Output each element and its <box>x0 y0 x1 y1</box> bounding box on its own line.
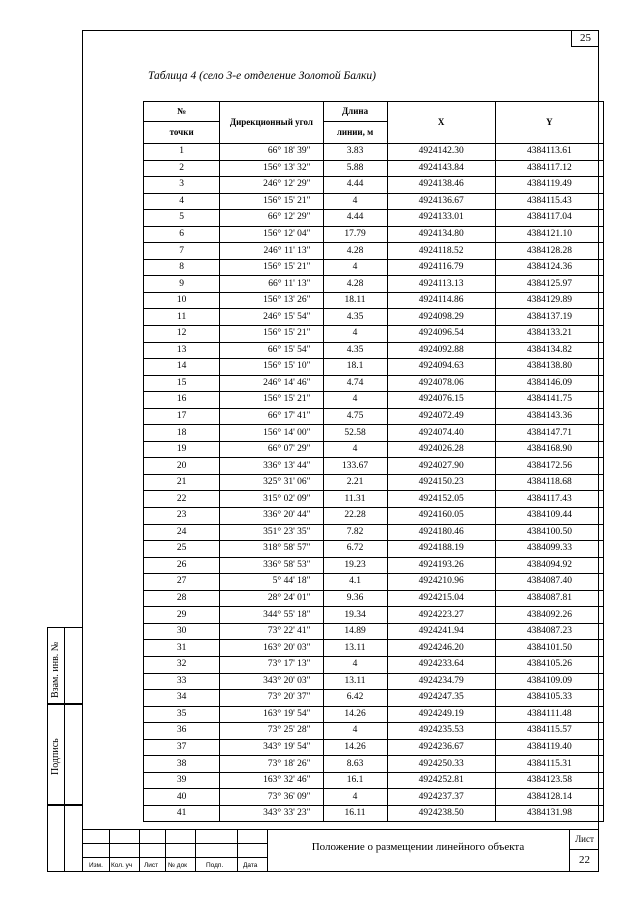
point-number: 7 <box>144 243 220 260</box>
x-coordinate: 4924072.49 <box>387 408 495 425</box>
direction-angle: 156° 12' 04" <box>220 226 323 243</box>
point-number: 19 <box>144 441 220 458</box>
table-row <box>144 392 604 409</box>
y-coordinate: 4384092.26 <box>495 607 603 624</box>
line-length: 14.26 <box>323 739 387 756</box>
y-coordinate: 4384123.58 <box>495 772 603 789</box>
point-number: 10 <box>144 292 220 309</box>
table-row <box>144 160 604 177</box>
point-number: 13 <box>144 342 220 359</box>
table-row <box>144 243 604 260</box>
point-number: 20 <box>144 458 220 475</box>
x-coordinate: 4924078.06 <box>387 375 495 392</box>
table-row <box>144 259 604 276</box>
table-row <box>144 210 604 227</box>
point-number: 39 <box>144 772 220 789</box>
y-coordinate: 4384128.14 <box>495 789 603 806</box>
y-coordinate: 4384172.56 <box>495 458 603 475</box>
line-length: 17.79 <box>323 226 387 243</box>
x-coordinate: 4924026.28 <box>387 441 495 458</box>
y-coordinate: 4384087.40 <box>495 574 603 591</box>
y-coordinate: 4384141.75 <box>495 392 603 409</box>
point-number: 25 <box>144 541 220 558</box>
point-number: 15 <box>144 375 220 392</box>
x-coordinate: 4924180.46 <box>387 524 495 541</box>
y-coordinate: 4384131.98 <box>495 805 603 822</box>
podpis-label: Подпись <box>50 738 61 775</box>
y-coordinate: 4384117.04 <box>495 210 603 227</box>
x-coordinate: 4924247.35 <box>387 690 495 707</box>
direction-angle: 66° 12' 29" <box>220 210 323 227</box>
line-length: 4.35 <box>323 342 387 359</box>
x-coordinate: 4924098.29 <box>387 309 495 326</box>
y-coordinate: 4384133.21 <box>495 326 603 343</box>
y-coordinate: 4384121.10 <box>495 226 603 243</box>
table-row <box>144 607 604 624</box>
table-row <box>144 756 604 773</box>
header-num: № <box>144 102 220 122</box>
direction-angle: 156° 15' 10" <box>220 359 323 376</box>
point-number: 31 <box>144 640 220 657</box>
line-length: 16.1 <box>323 772 387 789</box>
table-row <box>144 524 604 541</box>
x-coordinate: 4924234.79 <box>387 673 495 690</box>
point-number: 28 <box>144 590 220 607</box>
side-stamp-vzam <box>47 627 83 704</box>
col-list: Лист <box>144 862 159 869</box>
table-row <box>144 623 604 640</box>
x-coordinate: 4924236.67 <box>387 739 495 756</box>
table-row <box>144 144 604 161</box>
point-number: 12 <box>144 326 220 343</box>
direction-angle: 73° 18' 26" <box>220 756 323 773</box>
x-coordinate: 4924223.27 <box>387 607 495 624</box>
table-row <box>144 425 604 442</box>
y-coordinate: 4384137.19 <box>495 309 603 326</box>
point-number: 17 <box>144 408 220 425</box>
y-coordinate: 4384113.61 <box>495 144 603 161</box>
point-number: 27 <box>144 574 220 591</box>
top-page-number: 25 <box>571 30 599 47</box>
table-row <box>144 309 604 326</box>
direction-angle: 66° 07' 29" <box>220 441 323 458</box>
point-number: 36 <box>144 723 220 740</box>
table-row <box>144 474 604 491</box>
table-row <box>144 772 604 789</box>
line-length: 8.63 <box>323 756 387 773</box>
table-row <box>144 508 604 525</box>
x-coordinate: 4924114.86 <box>387 292 495 309</box>
x-coordinate: 4924113.13 <box>387 276 495 293</box>
line-length: 4 <box>323 723 387 740</box>
header-num-sub: точки <box>144 122 220 144</box>
table-row <box>144 491 604 508</box>
line-length: 11.31 <box>323 491 387 508</box>
direction-angle: 246° 11' 13" <box>220 243 323 260</box>
direction-angle: 66° 17' 41" <box>220 408 323 425</box>
table-row <box>144 574 604 591</box>
point-number: 3 <box>144 177 220 194</box>
x-coordinate: 4924142.30 <box>387 144 495 161</box>
table-row <box>144 789 604 806</box>
line-length: 4.35 <box>323 309 387 326</box>
col-podp: Подп. <box>206 862 224 869</box>
x-coordinate: 4924252.81 <box>387 772 495 789</box>
header-angle: Дирекционный угол <box>220 102 323 144</box>
table-row <box>144 557 604 574</box>
point-number: 38 <box>144 756 220 773</box>
y-coordinate: 4384147.71 <box>495 425 603 442</box>
direction-angle: 73° 17' 13" <box>220 656 323 673</box>
x-coordinate: 4924160.05 <box>387 508 495 525</box>
table-row <box>144 690 604 707</box>
direction-angle: 344° 55' 18" <box>220 607 323 624</box>
y-coordinate: 4384119.49 <box>495 177 603 194</box>
y-coordinate: 4384134.82 <box>495 342 603 359</box>
direction-angle: 336° 20' 44" <box>220 508 323 525</box>
direction-angle: 246° 12' 29" <box>220 177 323 194</box>
line-length: 4 <box>323 392 387 409</box>
y-coordinate: 4384118.68 <box>495 474 603 491</box>
x-coordinate: 4924235.53 <box>387 723 495 740</box>
header-length-sub: линии, м <box>323 122 387 144</box>
x-coordinate: 4924246.20 <box>387 640 495 657</box>
x-coordinate: 4924241.94 <box>387 623 495 640</box>
point-number: 23 <box>144 508 220 525</box>
table-row <box>144 276 604 293</box>
direction-angle: 73° 25' 28" <box>220 723 323 740</box>
x-coordinate: 4924094.63 <box>387 359 495 376</box>
y-coordinate: 4384119.40 <box>495 739 603 756</box>
direction-angle: 156° 15' 21" <box>220 259 323 276</box>
x-coordinate: 4924092.88 <box>387 342 495 359</box>
col-ndok: № док <box>168 862 188 869</box>
point-number: 24 <box>144 524 220 541</box>
x-coordinate: 4924250.33 <box>387 756 495 773</box>
direction-angle: 156° 13' 26" <box>220 292 323 309</box>
y-coordinate: 4384101.50 <box>495 640 603 657</box>
point-number: 18 <box>144 425 220 442</box>
x-coordinate: 4924143.84 <box>387 160 495 177</box>
point-number: 16 <box>144 392 220 409</box>
line-length: 52.58 <box>323 425 387 442</box>
direction-angle: 163° 32' 46" <box>220 772 323 789</box>
line-length: 7.82 <box>323 524 387 541</box>
point-number: 4 <box>144 193 220 210</box>
table-row <box>144 375 604 392</box>
direction-angle: 156° 13' 32" <box>220 160 323 177</box>
line-length: 14.89 <box>323 623 387 640</box>
header-length: Длина <box>323 102 387 122</box>
point-number: 22 <box>144 491 220 508</box>
header-x: X <box>387 102 495 144</box>
table-row <box>144 656 604 673</box>
col-koluch: Кол. уч <box>111 862 133 869</box>
x-coordinate: 4924116.79 <box>387 259 495 276</box>
x-coordinate: 4924134.80 <box>387 226 495 243</box>
col-data: Дата <box>243 862 258 869</box>
direction-angle: 246° 15' 54" <box>220 309 323 326</box>
direction-angle: 163° 20' 03" <box>220 640 323 657</box>
table-row <box>144 590 604 607</box>
point-number: 11 <box>144 309 220 326</box>
point-number: 30 <box>144 623 220 640</box>
x-coordinate: 4924152.05 <box>387 491 495 508</box>
direction-angle: 66° 15' 54" <box>220 342 323 359</box>
line-length: 133.67 <box>323 458 387 475</box>
y-coordinate: 4384143.36 <box>495 408 603 425</box>
table-row <box>144 723 604 740</box>
y-coordinate: 4384124.36 <box>495 259 603 276</box>
col-izm: Изм. <box>89 862 103 869</box>
x-coordinate: 4924076.15 <box>387 392 495 409</box>
point-number: 6 <box>144 226 220 243</box>
y-coordinate: 4384146.09 <box>495 375 603 392</box>
line-length: 4.44 <box>323 210 387 227</box>
point-number: 14 <box>144 359 220 376</box>
direction-angle: 246° 14' 46" <box>220 375 323 392</box>
line-length: 18.1 <box>323 359 387 376</box>
coordinates-table <box>143 101 604 822</box>
line-length: 4.44 <box>323 177 387 194</box>
y-coordinate: 4384109.09 <box>495 673 603 690</box>
line-length: 6.42 <box>323 690 387 707</box>
table-row <box>144 193 604 210</box>
vzam-label: Взам. инв. № <box>50 641 61 698</box>
line-length: 2.21 <box>323 474 387 491</box>
line-length: 4.74 <box>323 375 387 392</box>
direction-angle: 343° 20' 03" <box>220 673 323 690</box>
line-length: 9.36 <box>323 590 387 607</box>
y-coordinate: 4384087.23 <box>495 623 603 640</box>
x-coordinate: 4924193.26 <box>387 557 495 574</box>
y-coordinate: 4384105.26 <box>495 656 603 673</box>
title-block <box>82 829 599 872</box>
direction-angle: 343° 19' 54" <box>220 739 323 756</box>
line-length: 4.28 <box>323 243 387 260</box>
x-coordinate: 4924136.67 <box>387 193 495 210</box>
y-coordinate: 4384109.44 <box>495 508 603 525</box>
line-length: 4.28 <box>323 276 387 293</box>
y-coordinate: 4384128.28 <box>495 243 603 260</box>
line-length: 4 <box>323 656 387 673</box>
table-row <box>144 805 604 822</box>
direction-angle: 315° 02' 09" <box>220 491 323 508</box>
point-number: 29 <box>144 607 220 624</box>
point-number: 34 <box>144 690 220 707</box>
direction-angle: 73° 36' 09" <box>220 789 323 806</box>
x-coordinate: 4924237.37 <box>387 789 495 806</box>
y-coordinate: 4384099.33 <box>495 541 603 558</box>
point-number: 26 <box>144 557 220 574</box>
direction-angle: 163° 19' 54" <box>220 706 323 723</box>
direction-angle: 325° 31' 06" <box>220 474 323 491</box>
side-stamp-empty <box>47 805 83 872</box>
x-coordinate: 4924118.52 <box>387 243 495 260</box>
x-coordinate: 4924150.23 <box>387 474 495 491</box>
line-length: 13.11 <box>323 673 387 690</box>
y-coordinate: 4384125.97 <box>495 276 603 293</box>
y-coordinate: 4384168.90 <box>495 441 603 458</box>
document-title: Положение о размещении линейного объекта <box>311 841 525 853</box>
point-number: 5 <box>144 210 220 227</box>
x-coordinate: 4924133.01 <box>387 210 495 227</box>
point-number: 37 <box>144 739 220 756</box>
direction-angle: 156° 15' 21" <box>220 392 323 409</box>
table-row <box>144 541 604 558</box>
line-length: 19.23 <box>323 557 387 574</box>
y-coordinate: 4384115.31 <box>495 756 603 773</box>
line-length: 19.34 <box>323 607 387 624</box>
line-length: 4.1 <box>323 574 387 591</box>
point-number: 8 <box>144 259 220 276</box>
table-row <box>144 640 604 657</box>
x-coordinate: 4924027.90 <box>387 458 495 475</box>
y-coordinate: 4384115.43 <box>495 193 603 210</box>
x-coordinate: 4924233.64 <box>387 656 495 673</box>
point-number: 32 <box>144 656 220 673</box>
line-length: 18.11 <box>323 292 387 309</box>
point-number: 35 <box>144 706 220 723</box>
point-number: 40 <box>144 789 220 806</box>
line-length: 13.11 <box>323 640 387 657</box>
table-row <box>144 408 604 425</box>
table-row <box>144 458 604 475</box>
table-caption: Таблица 4 (село 3-е отделение Золотой Балки) <box>148 70 376 82</box>
table-row <box>144 739 604 756</box>
table-row <box>144 326 604 343</box>
table-row <box>144 292 604 309</box>
table-row <box>144 441 604 458</box>
direction-angle: 156° 15' 21" <box>220 326 323 343</box>
line-length: 14.26 <box>323 706 387 723</box>
line-length: 4 <box>323 326 387 343</box>
point-number: 9 <box>144 276 220 293</box>
line-length: 5.88 <box>323 160 387 177</box>
line-length: 4 <box>323 441 387 458</box>
line-length: 4 <box>323 193 387 210</box>
direction-angle: 343° 33' 23" <box>220 805 323 822</box>
sheet-number: 22 <box>579 854 590 866</box>
direction-angle: 351° 23' 35" <box>220 524 323 541</box>
direction-angle: 28° 24' 01" <box>220 590 323 607</box>
point-number: 33 <box>144 673 220 690</box>
x-coordinate: 4924074.40 <box>387 425 495 442</box>
point-number: 1 <box>144 144 220 161</box>
direction-angle: 66° 18' 39" <box>220 144 323 161</box>
y-coordinate: 4384105.33 <box>495 690 603 707</box>
point-number: 2 <box>144 160 220 177</box>
direction-angle: 156° 14' 00" <box>220 425 323 442</box>
line-length: 4.75 <box>323 408 387 425</box>
sheet-label: Лист <box>575 834 594 844</box>
direction-angle: 156° 15' 21" <box>220 193 323 210</box>
table-row <box>144 359 604 376</box>
direction-angle: 336° 13' 44" <box>220 458 323 475</box>
x-coordinate: 4924096.54 <box>387 326 495 343</box>
y-coordinate: 4384094.92 <box>495 557 603 574</box>
table-row <box>144 673 604 690</box>
table-row <box>144 226 604 243</box>
line-length: 22.28 <box>323 508 387 525</box>
line-length: 16.11 <box>323 805 387 822</box>
y-coordinate: 4384111.48 <box>495 706 603 723</box>
x-coordinate: 4924215.04 <box>387 590 495 607</box>
x-coordinate: 4924249.19 <box>387 706 495 723</box>
y-coordinate: 4384129.89 <box>495 292 603 309</box>
y-coordinate: 4384100.50 <box>495 524 603 541</box>
direction-angle: 73° 20' 37" <box>220 690 323 707</box>
y-coordinate: 4384117.43 <box>495 491 603 508</box>
x-coordinate: 4924188.19 <box>387 541 495 558</box>
direction-angle: 318° 58' 57" <box>220 541 323 558</box>
direction-angle: 66° 11' 13" <box>220 276 323 293</box>
side-stamp-podpis <box>47 704 83 805</box>
y-coordinate: 4384087.81 <box>495 590 603 607</box>
line-length: 4 <box>323 259 387 276</box>
direction-angle: 336° 58' 53" <box>220 557 323 574</box>
header-y: Y <box>495 102 603 144</box>
y-coordinate: 4384115.57 <box>495 723 603 740</box>
x-coordinate: 4924238.50 <box>387 805 495 822</box>
line-length: 3.83 <box>323 144 387 161</box>
direction-angle: 73° 22' 41" <box>220 623 323 640</box>
point-number: 41 <box>144 805 220 822</box>
table-row <box>144 342 604 359</box>
y-coordinate: 4384117.12 <box>495 160 603 177</box>
point-number: 21 <box>144 474 220 491</box>
line-length: 6.72 <box>323 541 387 558</box>
table-row <box>144 177 604 194</box>
line-length: 4 <box>323 789 387 806</box>
direction-angle: 5° 44' 18" <box>220 574 323 591</box>
x-coordinate: 4924138.46 <box>387 177 495 194</box>
table-row <box>144 706 604 723</box>
x-coordinate: 4924210.96 <box>387 574 495 591</box>
y-coordinate: 4384138.80 <box>495 359 603 376</box>
